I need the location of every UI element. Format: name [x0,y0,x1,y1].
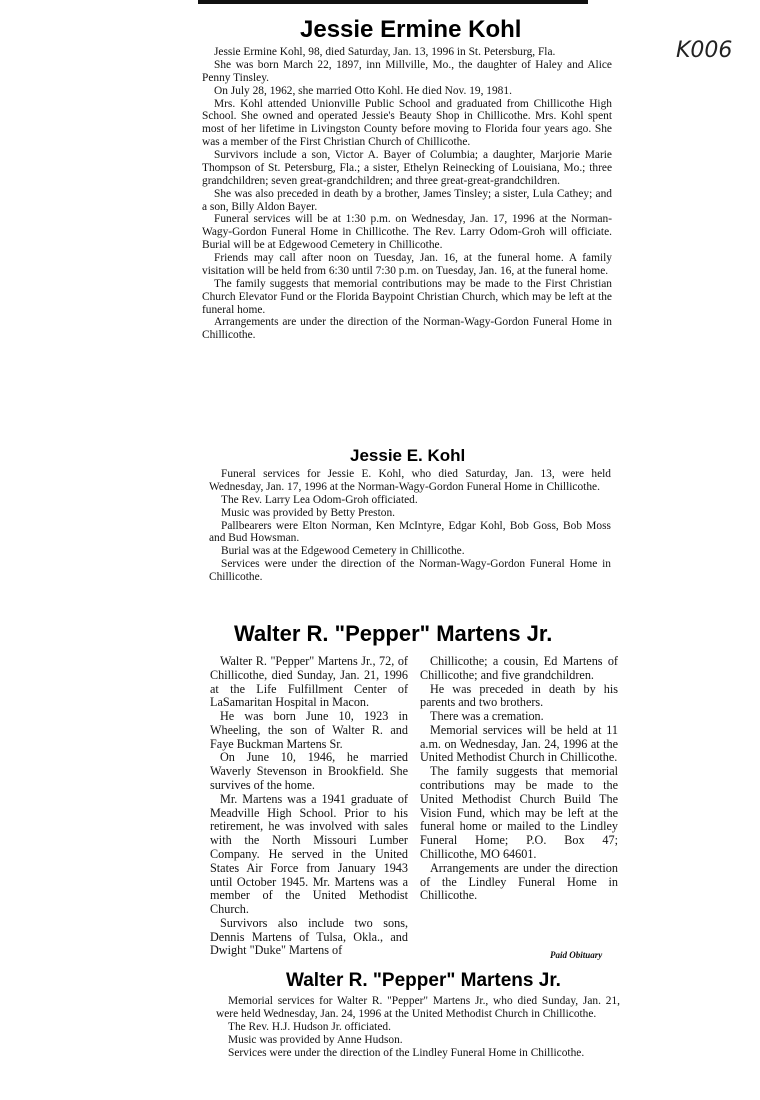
paragraph: Chillicothe; a cousin, Ed Martens of Chillicothe; and five grandchildren. [420,654,618,682]
paragraph: Services were under the direction of the Norman-Wagy-Gordon Funeral Home in Chillicothe. [209,558,611,583]
paragraph: Walter R. "Pepper" Martens Jr., 72, of Chillicothe, died Sunday, Jan. 21, 1996 at the Life Fulfillment Center of LaSamaritan Hospital in Macon. [210,654,408,710]
obituary-3-body [210,655,618,958]
paragraph: Music was provided by Betty Preston. [221,506,396,519]
paragraph: The family suggests that memorial contributions may be made to the United Methodist Church Build The Vision Fund, which may be left at the funeral home or mailed to the Lindley Funeral Home; P.O. Box 47; Chillicothe, MO 64601. [420,764,618,861]
paragraph: Friends may call after noon on Tuesday, Jan. 16, at the funeral home. A family visitation will be held from 6:30 until 7:30 p.m. on Tuesday, Jan. 16, at the funeral home. [202,252,612,277]
left-column [210,655,408,958]
paragraph: The family suggests that memorial contributions may be made to the First Christian Church Elevator Fund or the Florida Baypoint Christian Church, which may be left at the funeral home. [202,277,612,316]
paragraph: He was born June 10, 1923 in Wheeling, the son of Walter R. and Faye Buckman Martens Sr. [210,709,408,751]
obituary-4-title: Walter R. "Pepper" Martens Jr. [286,970,561,991]
top-rule [198,0,588,4]
paragraph: Arrangements are under the direction of the Norman-Wagy-Gordon Funeral Home in Chillicothe. [202,316,612,342]
paragraph: Pallbearers were Elton Norman, Ken McIntyre, Edgar Kohl, Bob Goss, Bob Moss and Bud Howsman. [209,519,611,545]
paragraph: Arrangements are under the direction of the Lindley Funeral Home in Chillicothe. [420,860,618,903]
paragraph: Funeral services for Jessie E. Kohl, who died Saturday, Jan. 13, were held Wednesday, Jan. 17, 1996 at the Norman-Wagy-Gordon Funeral Home in Chillicothe. [209,468,611,493]
paragraph: She was born March 22, 1897, inn Millville, Mo., the daughter of Haley and Alice Penny Tinsley. [202,58,612,84]
handwritten-note: K006 [676,38,733,63]
obituary-4-body [216,995,620,1059]
paragraph: Memorial services for Walter R. "Pepper" Martens Jr., who died Sunday, Jan. 21, were held Wednesday, Jan. 24, 1996 at the United Methodist Church in Chillicothe. [216,995,620,1020]
right-column [420,655,618,958]
paragraph: On July 28, 1962, she married Otto Kohl. He died Nov. 19, 1981. [214,84,512,97]
paragraph: Services were under the direction of the Lindley Funeral Home in Chillicothe. [228,1046,585,1059]
obituary-3-title: Walter R. "Pepper" Martens Jr. [234,621,553,646]
paragraph: Survivors include a son, Victor A. Bayer of Columbia; a daughter, Marjorie Marie Thompson of St. Petersburg, Fla.; a sister, Ethelyn Reinecking of Louisiana, Mo.; three grandchildren; seven great-grandchildren; and three great-great-grandchildren. [202,149,612,187]
paragraph: He was preceded in death by his parents and two brothers. [420,681,618,710]
paid-obituary-label: Paid Obituary [550,950,603,960]
paragraph: The Rev. H.J. Hudson Jr. officiated. [228,1020,391,1033]
obituary-1-body [202,46,612,342]
paragraph: The Rev. Larry Lea Odom-Groh officiated. [221,493,418,506]
paragraph: She was also preceded in death by a brother, James Tinsley; a sister, Lula Cathey; and a son, Billy Aldon Bayer. [202,187,612,213]
paragraph: Mrs. Kohl attended Unionville Public School and graduated from Chillicothe High School. She owned and operated Jessie's Beauty Shop in Chillicothe. Mrs. Kohl spent most of her lifetime in Livingston County before moving to Florida four years ago. She was a member of the First Christian Church of Chillicothe. [202,97,612,149]
obituary-2-body [209,468,611,584]
paragraph: Funeral services will be at 1:30 p.m. on Wednesday, Jan. 17, 1996 at the Norman-Wagy-Gordon Funeral Home in Chillicothe. The Rev. Larry Odom-Groh will officiate. Burial will be at Edgewood Cemetery in Chillicothe. [202,213,612,252]
paragraph: On June 10, 1946, he married Waverly Stevenson in Brookfield. She survives of the home. [210,750,408,793]
paragraph: Burial was at the Edgewood Cemetery in Chillicothe. [221,545,465,558]
obituary-2-title: Jessie E. Kohl [350,446,466,465]
paragraph: Music was provided by Anne Hudson. [228,1033,403,1046]
paragraph: There was a cremation. [430,709,544,724]
paragraph: Mr. Martens was a 1941 graduate of Meadville High School. Prior to his retirement, he was involved with sales with the North Missouri Lumber Company. He served in the United States Air Force from January 1943 until October 1945. Mr. Martens was a member of the United Methodist Church. [210,791,408,917]
paragraph: Survivors also include two sons, Dennis Martens of Tulsa, Okla., and Dwight "Duke" Martens of [210,915,408,958]
paragraph: Jessie Ermine Kohl, 98, died Saturday, Jan. 13, 1996 in St. Petersburg, Fla. [214,46,556,58]
paragraph: Memorial services will be held at 11 a.m. on Wednesday, Jan. 24, 1996 at the United Methodist Church in Chillicothe. [420,722,618,765]
obituary-1-title: Jessie Ermine Kohl [300,16,522,43]
